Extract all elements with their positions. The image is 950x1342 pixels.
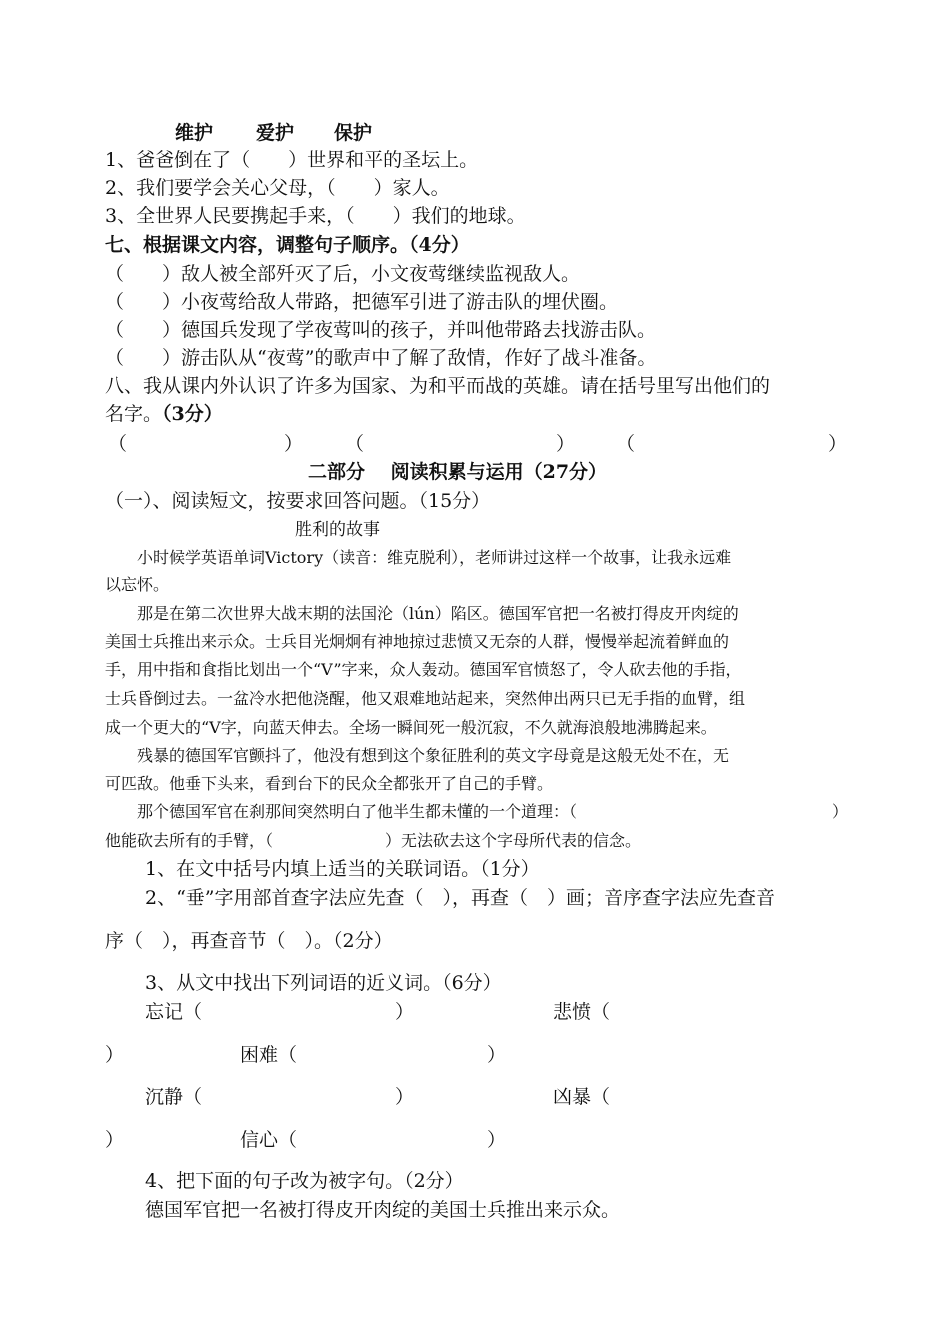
story-line-9: 可匹敌。他垂下头来，看到台下的民众全都张开了自己的手臂。 [105,774,554,793]
synonym-grief: 悲愤（ [553,1001,611,1023]
word-bank-item-1: 维护 [175,122,214,144]
synonym-brutal-close: ） [105,1129,125,1151]
part6-item-2: 2、我们要学会关心父母，（ ）家人。 [105,177,450,199]
question-1: 1、在文中括号内填上适当的关联词语。（1分） [145,858,540,880]
question-2-line-2: 序（ ），再查音节（ ）。（2分） [105,930,393,952]
synonym-forget: 忘记（ [145,1001,203,1023]
story-line-2: 以忘怀。 [105,575,170,594]
synonym-grief-close: ） [105,1044,125,1066]
story-line-7: 成一个更大的“V字，向蓝天伸去。全场一瞬间死一般沉寂，不久就海浪般地沸腾起来。 [105,718,717,737]
story-line-10: 那个德国军官在刹那间突然明白了他半生都未懂的一个道理：（ [105,802,578,821]
question-4-sentence: 德国军官把一名被打得皮开肉绽的美国士兵推出来示众。 [145,1199,621,1221]
synonym-brutal: 凶暴（ [553,1086,611,1108]
hero-blank-2-open: （ [345,433,365,455]
question-2-line-1: 2、“垂”字用部首查字法应先查（ ），再查（ ）画；音序查字法应先查音 [145,887,776,909]
part7-item-2: （ ）小夜莺给敌人带路，把德军引进了游击队的埋伏圈。 [105,291,619,313]
synonym-calm-close: ） [395,1086,415,1108]
synonym-difficult-close: ） [487,1044,507,1066]
word-bank-item-2: 爱护 [256,122,295,144]
story-line-5: 手，用中指和食指比划出一个“V”字来，众人轰动。德国军官愤怒了，令人砍去他的手指， [105,660,742,679]
section2-subheading: （一）、阅读短文，按要求回答问题。（15分） [105,490,491,512]
synonym-confidence-close: ） [487,1129,507,1151]
story-line-1: 小时候学英语单词Victory（读音：维克脱利），老师讲过这样一个故事，让我永远难 [105,548,732,567]
story-blank-close: ） [832,802,849,821]
part8-line-1: 八、我从课内外认识了许多为国家、为和平而战的英雄。请在括号里写出他们的 [105,375,771,397]
part6-item-1: 1、爸爸倒在了（ ）世界和平的圣坛上。 [105,149,479,171]
synonym-forget-close: ） [395,1001,415,1023]
question-3: 3、从文中找出下列词语的近义词。（6分） [145,972,502,994]
part6-item-3: 3、全世界人民要携起手来，（ ）我们的地球。 [105,205,526,227]
story-title: 胜利的故事 [295,520,380,540]
synonym-calm: 沉静（ [145,1086,203,1108]
story-line-8: 残暴的德国军官颤抖了，他没有想到这个象征胜利的英文字母竟是这般无处不在，无 [105,746,730,765]
synonym-difficult: 困难（ [240,1044,298,1066]
hero-blank-3-open: （ [616,433,636,455]
story-line-3: 那是在第二次世界大战末期的法国沦（lún）陷区。德国军官把一名被打得皮开肉绽的 [105,604,739,623]
part7-item-1: （ ）敌人被全部歼灭了后，小文夜莺继续监视敌人。 [105,263,581,285]
part7-item-3: （ ）德国兵发现了学夜莺叫的孩子，并叫他带路去找游击队。 [105,319,657,341]
part8-line-2: 名字。（3分） [105,403,223,425]
story-line-6: 士兵昏倒过去。一盆冷水把他浇醒，他又艰难地站起来，突然伸出两只已无手指的血臂，组 [105,689,746,708]
hero-blank-1-close: ） [284,433,304,455]
part7-item-4: （ ）游击队从“夜莺”的歌声中了解了敌情，作好了战斗准备。 [105,347,657,369]
story-line-11: 他能砍去所有的手臂，（ ）无法砍去这个字母所代表的信念。 [105,831,642,850]
question-4: 4、把下面的句子改为被字句。（2分） [145,1170,464,1192]
word-bank-item-3: 保护 [334,122,373,144]
hero-blank-1-open: （ [108,433,128,455]
story-line-4: 美国士兵推出来示众。士兵目光炯炯有神地掠过悲愤又无奈的人群，慢慢举起流着鲜血的 [105,632,730,651]
hero-blank-2-close: ） [556,433,576,455]
section2-heading: 二部分 阅读积累与运用（27分） [308,461,608,483]
part7-heading: 七、根据课文内容，调整句子顺序。（4分） [105,234,470,256]
hero-blank-3-close: ） [828,433,848,455]
synonym-confidence: 信心（ [240,1129,298,1151]
